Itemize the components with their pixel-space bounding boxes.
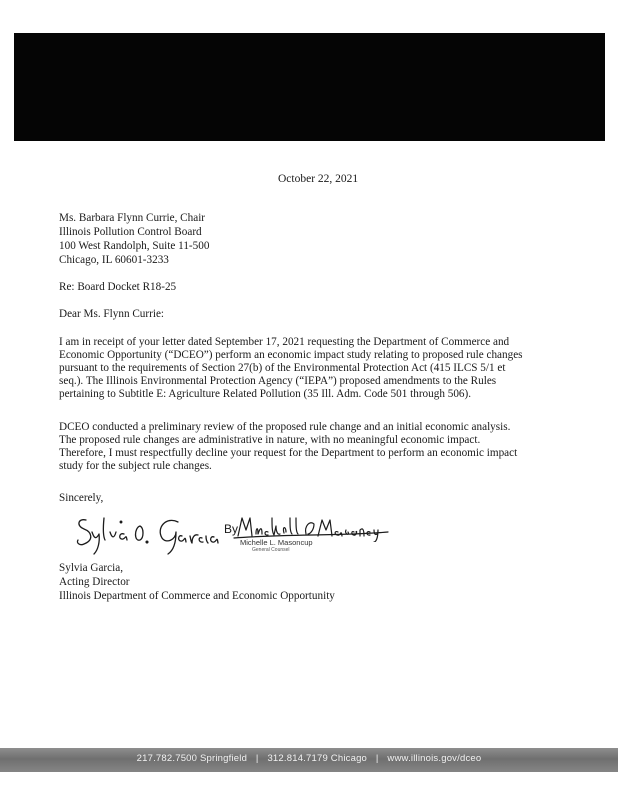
paragraph-line: I am in receipt of your letter dated September 17, 2021 requesting the Department of Commerce and [59, 336, 510, 348]
body-paragraph-2 [59, 421, 562, 473]
paragraph-line: pursuant to the requirements of Section 27(b) of the Environmental Protection Act (415 ILCS 5/1 et [59, 362, 506, 374]
signature-by-label: By [224, 522, 239, 536]
sender-title: Acting Director [59, 576, 130, 588]
recipient-name: Ms. Barbara Flynn Currie, Chair [59, 212, 206, 224]
paragraph-line: Therefore, I must respectfully decline your request for the Department to perform an economic impact [59, 447, 518, 459]
re-line: Re: Board Docket R18-25 [59, 281, 177, 293]
footer-contact [0, 753, 618, 764]
paragraph-line: study for the subject rule changes. [59, 460, 212, 472]
handwritten-signature-sylvia-garcia [74, 512, 222, 556]
footer-website-link[interactable]: www.illinois.gov/dceo [387, 753, 482, 764]
recipient-street: 100 West Randolph, Suite 11-500 [59, 240, 210, 252]
footer-phone-springfield: 217.782.7500 Springfield [136, 753, 248, 764]
paragraph-line: pertaining to Subtitle E: Agriculture Related Pollution (35 Ill. Adm. Code 501 through 506). [59, 388, 472, 400]
signer-printed-title: General Counsel [252, 547, 290, 553]
salutation: Dear Ms. Flynn Currie: [59, 308, 165, 320]
paragraph-line: DCEO conducted a preliminary review of the proposed rule change and an initial economic analysis. [59, 421, 511, 433]
paragraph-line: Economic Opportunity (“DCEO”) perform an economic impact study relating to proposed rule changes [59, 349, 523, 361]
letter-date: October 22, 2021 [278, 173, 359, 185]
recipient-city: Chicago, IL 60601-3233 [59, 254, 169, 266]
recipient-organization: Illinois Pollution Control Board [59, 226, 202, 238]
footer-separator: | [375, 753, 379, 764]
paragraph-line: The proposed rule changes are administrative in nature, with no meaningful economic impact. [59, 434, 481, 446]
redacted-letterhead [14, 33, 605, 141]
sender-organization: Illinois Department of Commerce and Economic Opportunity [59, 590, 335, 602]
signer-printed-name: Michelle L. Masoncup [240, 538, 313, 547]
sender-name: Sylvia Garcia, [59, 562, 123, 574]
body-paragraph-1 [59, 336, 562, 401]
closing: Sincerely, [59, 492, 104, 504]
paragraph-line: seq.). The Illinois Environmental Protection Agency (“IEPA”) proposed amendments to the Rules [59, 375, 497, 387]
footer-separator: | [255, 753, 259, 764]
footer-phone-chicago: 312.814.7179 Chicago [267, 753, 368, 764]
